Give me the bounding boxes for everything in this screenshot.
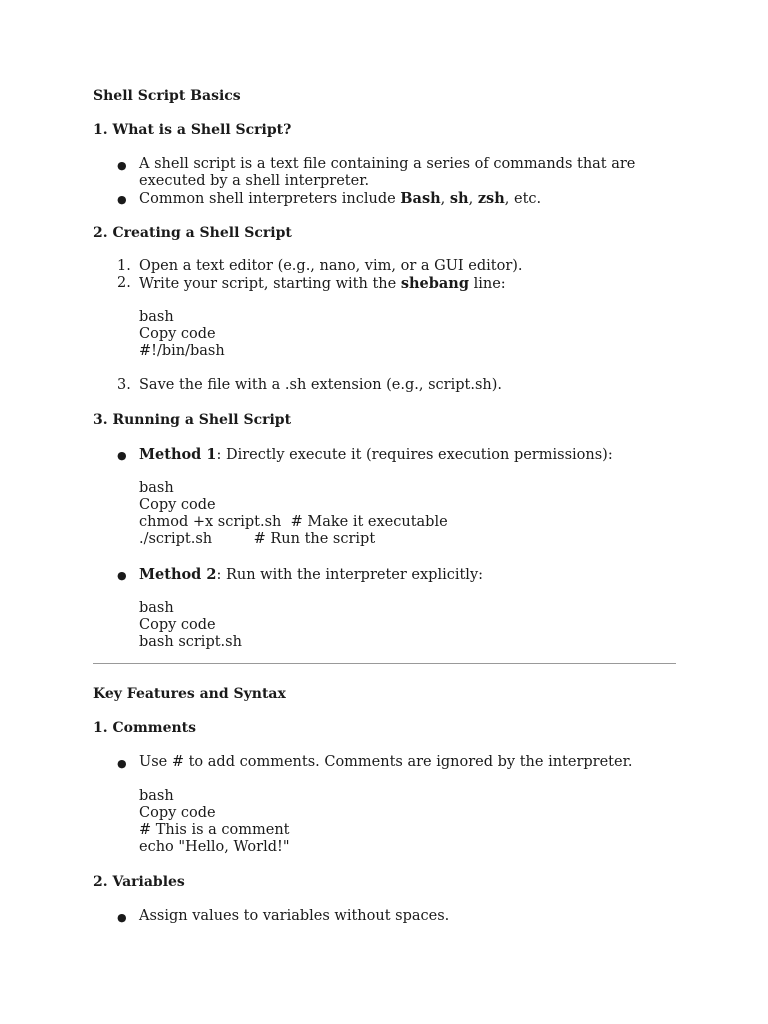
bullet-marker: ●: [117, 159, 127, 172]
section-heading: 2. Variables: [93, 874, 185, 890]
code-copy-label: Copy code: [139, 497, 216, 513]
bold-term: sh: [449, 190, 469, 207]
horizontal-divider: [93, 663, 676, 664]
code-line: #!/bin/bash: [139, 343, 225, 359]
section-heading: 3. Running a Shell Script: [93, 412, 292, 428]
bullet-marker: ●: [117, 757, 127, 770]
doc-title: Shell Script Basics: [93, 88, 241, 104]
list-item-text: [139, 190, 541, 208]
code-copy-label: Copy code: [139, 805, 216, 821]
text-run: Common shell interpreters include: [139, 191, 401, 207]
text-run: ,: [468, 191, 478, 207]
bullet-marker: ●: [117, 449, 127, 462]
code-line: bash: [139, 600, 174, 616]
section-heading: 1. Comments: [93, 720, 197, 736]
list-item-text: [139, 446, 613, 464]
list-number: 2.: [117, 275, 131, 291]
section-heading: 2. Creating a Shell Script: [93, 225, 292, 241]
list-number: 1.: [117, 258, 131, 274]
bold-term: Method 1: [139, 446, 217, 463]
bold-term: Bash: [400, 190, 441, 207]
list-item-text: Open a text editor (e.g., nano, vim, or a GUI editor).: [139, 258, 523, 274]
code-line: bash: [139, 480, 174, 496]
bold-term: zsh: [477, 190, 505, 207]
code-line: chmod +x script.sh # Make it executable: [139, 514, 448, 530]
text-run: , etc.: [504, 191, 542, 207]
list-item-text: [139, 566, 483, 584]
code-line: bash: [139, 788, 174, 804]
bold-term: shebang: [400, 275, 469, 292]
section-title: Key Features and Syntax: [93, 686, 286, 702]
list-number: 3.: [117, 377, 131, 393]
text-run: line:: [468, 276, 506, 292]
code-copy-label: Copy code: [139, 617, 216, 633]
bullet-marker: ●: [117, 911, 127, 924]
list-item-text: [139, 275, 506, 293]
section-heading: 1. What is a Shell Script?: [93, 122, 292, 138]
bold-term: Method 2: [139, 566, 217, 583]
list-item-text: executed by a shell interpreter.: [139, 173, 370, 189]
text-run: ,: [440, 191, 450, 207]
code-copy-label: Copy code: [139, 326, 216, 342]
code-line: echo "Hello, World!": [139, 839, 290, 855]
code-line: # This is a comment: [139, 822, 290, 838]
bullet-marker: ●: [117, 193, 127, 206]
code-line: bash script.sh: [139, 634, 242, 650]
text-run: : Directly execute it (requires execution permissions):: [216, 447, 613, 463]
list-item-text: A shell script is a text file containing a series of commands that are: [139, 156, 636, 172]
list-item-text: Save the file with a .sh extension (e.g., script.sh).: [139, 377, 503, 393]
text-run: : Run with the interpreter explicitly:: [216, 567, 484, 583]
bullet-marker: ●: [117, 569, 127, 582]
list-item-text: Use # to add comments. Comments are ignored by the interpreter.: [139, 754, 633, 770]
list-item-text: Assign values to variables without spaces.: [139, 908, 450, 924]
code-line: ./script.sh # Run the script: [139, 531, 376, 547]
code-line: bash: [139, 309, 174, 325]
text-run: Write your script, starting with the: [139, 276, 401, 292]
